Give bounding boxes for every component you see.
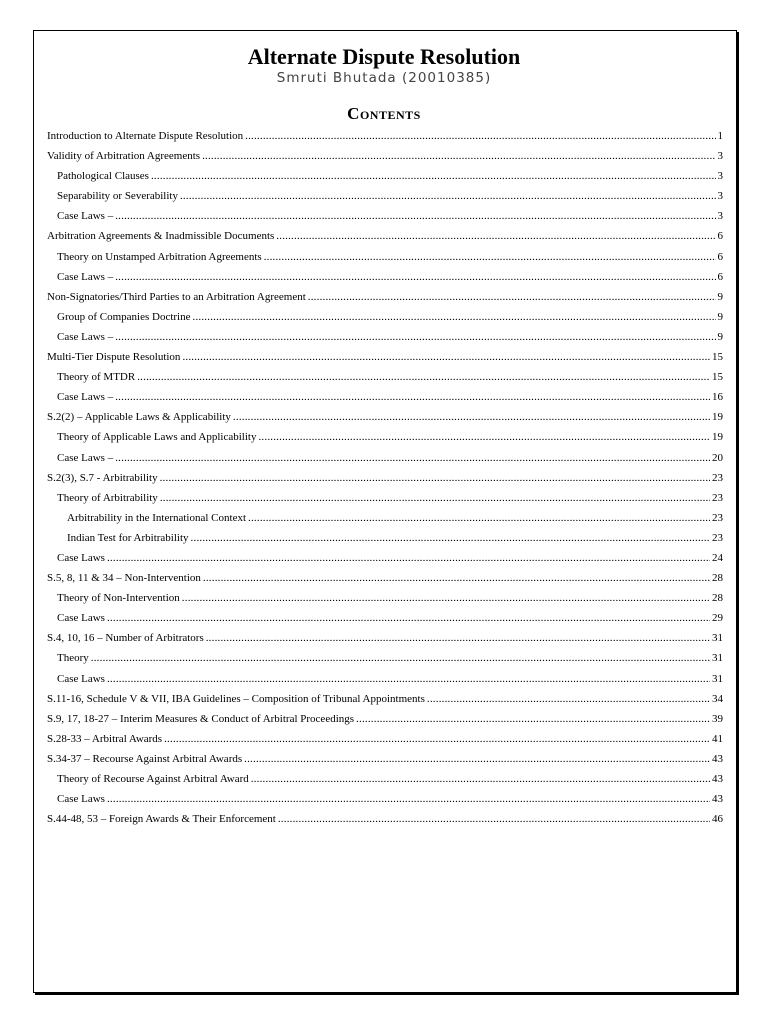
toc-page-number: 39: [712, 712, 723, 725]
toc-page-number: 34: [712, 692, 723, 705]
toc-entry-title: S.9, 17, 18-27 – Interim Measures & Conduct of Arbitral Proceedings: [47, 712, 355, 725]
toc-entry-title: S.34-37 – Recourse Against Arbitral Awards: [47, 752, 243, 765]
toc-entry-title: Case Laws –: [57, 451, 114, 464]
toc-entry[interactable]: [47, 689, 723, 709]
toc-entry[interactable]: [47, 468, 723, 488]
toc-dot-leader: [182, 347, 710, 367]
toc-entry[interactable]: [47, 528, 723, 548]
toc-dot-leader: [151, 166, 716, 186]
toc-page-number: 15: [712, 371, 723, 384]
toc-entry[interactable]: [47, 709, 723, 729]
toc-dot-leader: [193, 307, 716, 327]
toc-entry-title: Case Laws: [57, 612, 105, 625]
toc-page-number: 23: [712, 531, 723, 544]
toc-entry-title: Theory of Recourse Against Arbitral Award: [57, 773, 249, 785]
toc-page-number: 28: [712, 592, 723, 605]
toc-page-number: 3: [717, 170, 723, 183]
toc-entry[interactable]: [47, 729, 723, 749]
toc-entry-title: S.11-16, Schedule V & VII, IBA Guidelines – Composition of Tribunal Appointments: [47, 692, 425, 705]
toc-entry-title: S.28-33 – Arbitral Awards: [47, 732, 163, 745]
toc-entry[interactable]: [47, 407, 723, 427]
toc-page-number: 9: [717, 290, 723, 303]
toc-entry-title: Theory of Applicable Laws and Applicability: [57, 431, 257, 444]
toc-entry-title: Case Laws –: [57, 210, 114, 223]
toc-entry[interactable]: [47, 186, 723, 206]
toc-entry-title: Non-Signatories/Third Parties to an Arbitration Agreement: [47, 290, 306, 303]
toc-dot-leader: [115, 267, 715, 287]
toc-dot-leader: [251, 769, 710, 789]
toc-entry-title: Indian Test for Arbitrability: [67, 531, 189, 544]
toc-page-number: 46: [712, 813, 723, 826]
toc-entry[interactable]: [47, 608, 723, 628]
toc-entry[interactable]: [47, 206, 723, 226]
table-of-contents: [47, 126, 723, 829]
toc-entry[interactable]: [47, 146, 723, 166]
toc-page-number: 1: [717, 130, 723, 142]
toc-entry[interactable]: [47, 628, 723, 648]
toc-entry-title: S.44-48, 53 – Foreign Awards & Their Enforcement: [47, 813, 276, 826]
toc-page-number: 9: [717, 330, 723, 343]
toc-page-number: 6: [717, 250, 723, 263]
toc-entry-title: Theory: [57, 652, 89, 665]
toc-entry[interactable]: [47, 307, 723, 327]
toc-dot-leader: [206, 628, 710, 648]
toc-entry-title: Case Laws: [57, 672, 105, 685]
toc-entry[interactable]: [47, 427, 723, 447]
toc-dot-leader: [107, 669, 710, 689]
toc-dot-leader: [115, 448, 710, 468]
toc-page-number: 29: [712, 612, 723, 625]
toc-page-number: 23: [712, 491, 723, 504]
toc-entry[interactable]: [47, 448, 723, 468]
toc-page-number: 3: [717, 150, 723, 163]
toc-dot-leader: [137, 367, 710, 387]
toc-dot-leader: [115, 387, 710, 407]
toc-page-number: 20: [712, 451, 723, 464]
toc-page-number: 3: [717, 210, 723, 223]
toc-page-number: 41: [712, 732, 723, 745]
toc-dot-leader: [164, 729, 710, 749]
toc-page-number: 15: [712, 351, 723, 364]
contents-heading: Contents: [347, 104, 421, 123]
toc-dot-leader: [258, 427, 710, 447]
toc-page-number: 23: [712, 511, 723, 524]
toc-page-number: 6: [717, 270, 723, 283]
toc-entry-title: Case Laws: [57, 793, 105, 806]
toc-entry[interactable]: [47, 166, 723, 186]
toc-page-number: 31: [712, 672, 723, 685]
toc-page-number: 3: [717, 190, 723, 203]
toc-dot-leader: [427, 689, 710, 709]
toc-page-number: 43: [712, 752, 723, 765]
toc-entry-title: Case Laws –: [57, 330, 114, 343]
toc-entry[interactable]: [47, 367, 723, 387]
document-author: Smruti Bhutada (20010385): [276, 70, 492, 86]
toc-entry[interactable]: [47, 247, 723, 267]
toc-entry[interactable]: [47, 327, 723, 347]
toc-dot-leader: [115, 327, 715, 347]
toc-entry-title: Theory of Arbitrability: [57, 491, 158, 504]
toc-page-number: 24: [712, 551, 723, 564]
toc-entry-title: Arbitrability in the International Context: [67, 511, 247, 524]
toc-entry[interactable]: [47, 648, 723, 668]
toc-dot-leader: [182, 588, 710, 608]
toc-dot-leader: [107, 548, 710, 568]
toc-entry[interactable]: [47, 226, 723, 246]
toc-dot-leader: [308, 287, 716, 307]
toc-entry-title: Case Laws: [57, 551, 105, 564]
toc-dot-leader: [248, 508, 710, 528]
toc-dot-leader: [278, 809, 710, 829]
toc-dot-leader: [191, 528, 710, 548]
toc-entry-title: S.2(2) – Applicable Laws & Applicability: [47, 411, 231, 424]
toc-entry-title: S.5, 8, 11 & 34 – Non-Intervention: [47, 572, 201, 585]
toc-dot-leader: [115, 206, 715, 226]
toc-entry[interactable]: [47, 267, 723, 287]
toc-entry[interactable]: [47, 548, 723, 568]
toc-page-number: 28: [712, 572, 723, 585]
toc-entry-title: Introduction to Alternate Dispute Resolution: [47, 130, 244, 142]
toc-entry-title: Multi-Tier Dispute Resolution: [47, 351, 181, 364]
toc-entry-title: Case Laws –: [57, 270, 114, 283]
toc-entry[interactable]: [47, 387, 723, 407]
toc-entry[interactable]: [47, 749, 723, 769]
toc-entry-title: Group of Companies Doctrine: [57, 310, 191, 323]
toc-entry[interactable]: [47, 769, 723, 789]
toc-entry[interactable]: [47, 488, 723, 508]
toc-dot-leader: [180, 186, 716, 206]
toc-entry[interactable]: [47, 669, 723, 689]
toc-entry[interactable]: [47, 287, 723, 307]
toc-page-number: 9: [717, 310, 723, 323]
toc-page-number: 43: [712, 793, 723, 806]
toc-entry[interactable]: [47, 347, 723, 367]
toc-dot-leader: [160, 488, 710, 508]
toc-dot-leader: [107, 789, 710, 809]
toc-page-number: 31: [712, 632, 723, 645]
toc-page-number: 31: [712, 652, 723, 665]
toc-entry[interactable]: [47, 126, 723, 146]
toc-entry[interactable]: [47, 508, 723, 528]
toc-entry-title: Arbitration Agreements & Inadmissible Documents: [47, 230, 275, 243]
toc-entry-title: Case Laws –: [57, 391, 114, 404]
toc-entry-title: Validity of Arbitration Agreements: [47, 150, 201, 163]
document-title: Alternate Dispute Resolution: [247, 44, 521, 69]
toc-entry[interactable]: [47, 568, 723, 588]
toc-entry-title: Theory of Non-Intervention: [57, 592, 180, 605]
toc-page-number: 19: [712, 411, 723, 424]
toc-page-number: 23: [712, 471, 723, 484]
toc-dot-leader: [233, 407, 710, 427]
toc-entry-title: Theory of MTDR: [57, 371, 136, 384]
toc-dot-leader: [276, 226, 715, 246]
toc-dot-leader: [202, 146, 715, 166]
toc-dot-leader: [91, 648, 710, 668]
toc-entry[interactable]: [47, 809, 723, 829]
toc-dot-leader: [160, 468, 710, 488]
toc-entry[interactable]: [47, 588, 723, 608]
toc-dot-leader: [264, 247, 716, 267]
toc-dot-leader: [245, 126, 715, 146]
toc-page-number: 16: [712, 391, 723, 404]
toc-dot-leader: [107, 608, 710, 628]
toc-dot-leader: [244, 749, 710, 769]
toc-entry-title: S.2(3), S.7 - Arbitrability: [47, 471, 158, 484]
toc-dot-leader: [203, 568, 710, 588]
toc-entry-title: Theory on Unstamped Arbitration Agreements: [57, 250, 262, 263]
toc-dot-leader: [356, 709, 710, 729]
toc-entry-title: Pathological Clauses: [57, 170, 149, 183]
toc-entry[interactable]: [47, 789, 723, 809]
toc-entry-title: S.4, 10, 16 – Number of Arbitrators: [47, 632, 204, 645]
toc-page-number: 19: [712, 431, 723, 444]
toc-page-number: 6: [717, 230, 723, 243]
toc-entry-title: Separability or Severability: [57, 190, 178, 203]
toc-page-number: 43: [712, 773, 723, 785]
